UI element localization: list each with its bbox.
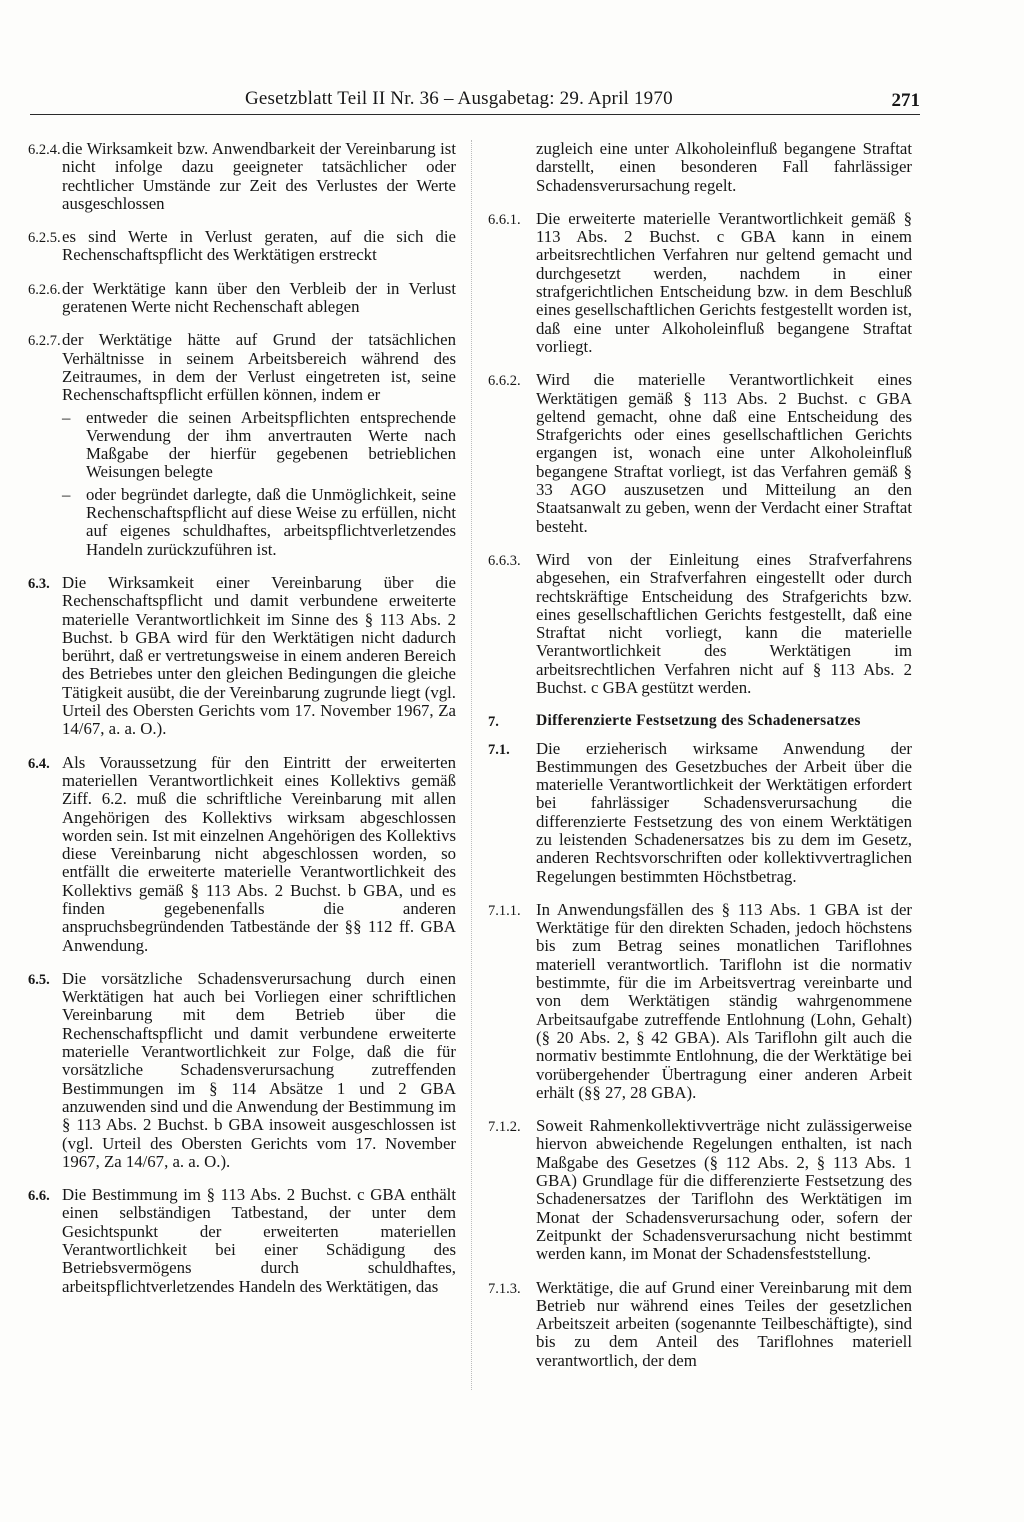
- section-text: Als Voraussetzung für den Eintritt der erweiterten materiellen Verantwortlichkeit eines Kollektivs gemäß Ziff. 6.2. muß die schriftliche Vereinbarung mit allen Angehörigen des Kollektivs wirksam abgeschlossen worden sein. Ist mit einzelnen Angehörigen des Kollektivs diese Vereinbarung nicht abgeschlossen worden, so entfällt die erweiterte materielle Verantwortlichkeit des Kollektivs gemäß § 113 Abs. 2 Buchst. b GBA, und es finden gegebenenfalls die anderen anspruchsbegründenden Tatbestände der §§ 112 ff. GBA Anwendung.: [62, 752, 456, 955]
- section-6-4: [28, 754, 456, 955]
- section-number: 6.6.: [28, 1188, 50, 1205]
- section-number: 6.3.: [28, 575, 50, 592]
- dash-item-text: oder begründet darlegte, daß die Unmöglichkeit, seine Rechenschaftspflicht auf diese Weise zu erfüllen, nicht auf eigenes schuldhaftes, arbeitspflichtverletzendes Handeln zurückzuführen ist.: [86, 484, 456, 559]
- section-text: Die erweiterte materielle Verantwortlichkeit gemäß § 113 Abs. 2 Buchst. c GBA kann in einem arbeitsrechtlichen Verfahren nur geltend gemacht und durchgesetzt werden, nachdem in einer strafgerichtlichen Entscheidung bzw. in dem Beschluß eines gesellschaftlichen Gerichts festgestellt worden ist, daß eine unter Alkoholeinfluß begangene Straftat vorliegt.: [536, 208, 912, 356]
- section-number: 6.5.: [28, 971, 50, 988]
- section-6-2-7: [28, 331, 456, 559]
- section-number: 6.4.: [28, 755, 50, 772]
- section-number-spacer: [488, 140, 536, 195]
- section-6-5: [28, 970, 456, 1171]
- page-number: 271: [891, 90, 920, 111]
- section-number: 6.2.5.: [28, 230, 61, 247]
- section-number: 7.1.: [488, 741, 510, 758]
- page-header: [30, 88, 920, 115]
- section-6-6-1: [488, 210, 912, 356]
- section-6-2-5: [28, 228, 456, 265]
- section-6-3: [28, 574, 456, 739]
- section-text: die Wirksamkeit bzw. Anwendbarkeit der Vereinbarung ist nicht infolge dazu geeigneter tatsächlicher oder rechtlicher Umstände zur Zeit des Verlustes der Werte ausgeschlossen: [62, 139, 456, 213]
- section-body: [62, 331, 456, 559]
- section-6-6: [28, 1186, 456, 1296]
- section-number: 6.6.1.: [488, 211, 521, 228]
- continued-paragraph: [488, 140, 912, 195]
- section-text: Wird die materielle Verantwortlichkeit eines Werktätigen gemäß § 113 Abs. 2 Buchst. c GBA geltend gemacht, ohne daß eine Entscheidung des Strafgerichts oder eines gesellschaftlichen Gerichts ergangen ist, wonach eine unter Alkoholeinfluß begangene Straftat vorliegt, ist das Verfahren gemäß § 33 AGO auszusetzen und Mitteilung an den Staatsanwalt zu geben, wenn der Verdacht einer Straftat besteht.: [536, 370, 912, 536]
- section-text: der Werktätige hätte auf Grund der tatsächlichen Verhältnisse in seinem Arbeitsbereich während des Zeitraumes, in dem der Verlust eingetreten ist, seine Rechenschaftspflicht erfüllen können, indem er: [62, 330, 456, 405]
- section-7-heading: [488, 712, 912, 731]
- section-number: 7.: [488, 714, 499, 731]
- section-text: Die erzieherisch wirksame Anwendung der Bestimmungen des Gesetzbuches der Arbeit über die materielle Verantwortlichkeit der Werktätigen erfordert bei fahrlässiger Schadensverursachung die differenzierte Festsetzung des von einem Werktätigen zu leistenden Schadenersatzes bis zu dem im Gesetz, anderen Rechtsvorschriften oder kollektivvertraglichen Regelungen bestimmten Höchstbetrag.: [536, 738, 912, 886]
- gazette-title: Gesetzblatt Teil II Nr. 36 – Ausgabetag: 29. April 1970: [245, 88, 673, 109]
- section-6-2-6: [28, 280, 456, 317]
- section-text: Die vorsätzliche Schadensverursachung durch einen Werktätigen hat auch bei Vorliegen einer schriftlichen Vereinbarung mit dem Betrieb über die Rechenschaftspflicht und damit verbundene erweiterte materielle Verantwortlichkeit zur Folge, daß die für vorsätzliche Schadensverursachung zutreffenden Bestimmungen im § 114 Absätze 1 und 2 GBA anzuwenden sind und die Anwendung der Bestimmung im § 113 Abs. 2 Buchst. b GBA insoweit ausgeschlossen ist (vgl. Urteil des Obersten Gerichts vom 17. November 1967, Za 14/67, a. a. O.).: [62, 968, 456, 1171]
- section-number: 6.6.2.: [488, 373, 521, 390]
- section-number: 6.2.4.: [28, 142, 61, 158]
- section-7-1-3: [488, 1279, 912, 1370]
- section-text: Die Wirksamkeit einer Vereinbarung über die Rechenschaftspflicht und damit verbundene erweiterte materielle Verantwortlichkeit im Sinne des § 113 Abs. 2 Buchst. b GBA wird für den Werktätigen nicht dadurch berührt, daß er vertretungsweise in einem anderen Bereich des Betriebes unter den gleichen Bedingungen die gleiche Tätigkeit ausübt, die der Vereinbarung zugrunde liegt (vgl. Urteil des Obersten Gerichts vom 17. November 1967, Za 14/67, a. a. O.).: [62, 572, 456, 739]
- left-column: [28, 140, 456, 1311]
- section-number: 6.6.3.: [488, 552, 521, 569]
- section-number: 7.1.1.: [488, 902, 521, 919]
- section-6-2-4: [28, 140, 456, 213]
- column-divider: [471, 140, 472, 1390]
- section-7-1-2: [488, 1117, 912, 1263]
- section-number: 6.2.7.: [28, 333, 61, 350]
- section-number: 7.1.3.: [488, 1280, 521, 1297]
- section-text: es sind Werte in Verlust geraten, auf die sich die Rechenschaftspflicht des Werktätigen erstreckt: [62, 227, 456, 265]
- section-text: Die Bestimmung im § 113 Abs. 2 Buchst. c GBA enthält einen selbständigen Tatbestand, der unter dem Gesichtspunkt der erweiterten materiellen Verantwortlichkeit bei einer Schädigung des Betriebsvermögens durch schuldhaftes, arbeitspflichtverletzendes Handeln des Werktätigen, das: [62, 1185, 456, 1296]
- section-text: Soweit Rahmenkollektivverträge nicht zulässigerweise hiervon abweichende Regelungen enthalten, ist nach Maßgabe des Gesetzes (§ 112 Abs. 2, § 113 Abs. 1 GBA) Grundlage für die differenzierte Festsetzung des Schadenersatzes der Tariflohn des Werktätigen im Monat der Schadensverursachung oder, sofern der Zeitpunkt der Schadensverursachung nicht bestimmt werden kann, im Monat der Schadensfeststellung.: [536, 1116, 912, 1264]
- section-text: der Werktätige kann über den Verbleib der in Verlust geratenen Werte nicht Rechenschaft ablegen: [62, 278, 456, 317]
- section-6-6-3: [488, 551, 912, 697]
- dash-item: [62, 409, 456, 482]
- section-text: Werktätige, die auf Grund einer Vereinbarung mit dem Betrieb nur während eines Teiles der gesetzlichen Arbeitszeit arbeiten (sogenannte Teilbeschäftigte), sind bis zu dem Anteil des Tariflohnes materiell verantwortlich, der dem: [536, 1277, 912, 1370]
- section-text: Wird von der Einleitung eines Strafverfahrens abgesehen, ein Strafverfahren eingestellt oder durch rechtskräftige Entscheidung des Strafgerichts bzw. eines gesellschaftlichen Gerichts festgestellt, daß eine Straftat nicht vorliegt, kann die materielle Verantwortlichkeit des Werktätigen im arbeitsrechtlichen Verfahren nicht auf § 113 Abs. 2 Buchst. c GBA gestützt werden.: [536, 549, 912, 698]
- dash-item-text: entweder die seinen Arbeitspflichten entsprechende Verwendung der ihm anvertrauten Werte nach Maßgabe der hierfür gegebenen betrieblichen Weisungen belegte: [86, 407, 456, 482]
- dash-mark: –: [62, 484, 71, 504]
- section-text: zugleich eine unter Alkoholeinfluß begangene Straftat darstellt, einen besonderen Fall fahrlässiger Schadensverursachung regelt.: [536, 139, 912, 195]
- dash-item: [62, 486, 456, 559]
- right-column: [488, 140, 912, 1385]
- dash-mark: –: [62, 407, 71, 427]
- section-text: In Anwendungsfällen des § 113 Abs. 1 GBA ist der Werktätige für den direkten Schaden, jedoch höchstens bis zum Betrag seines monatlichen Tariflohnes materiell verantwortlich. Tariflohn ist die normativ bestimmte, für die im Arbeitsvertrag vereinbarte und von dem Werktätigen ständig wahrgenommene Arbeitsaufgabe zutreffende Entlohnung (Lohn, Gehalt) (§ 20 Abs. 2, § 42 GBA). Als Tariflohn gilt auch die normativ bestimmte Entlohnung, die der Werktätige bei vorübergehender Übertragung einer anderen Arbeit erhält (§§ 27, 28 GBA).: [536, 899, 912, 1102]
- section-7-1-1: [488, 901, 912, 1102]
- section-6-6-2: [488, 371, 912, 536]
- section-number: 6.2.6.: [28, 281, 61, 298]
- section-number: 7.1.2.: [488, 1119, 521, 1136]
- section-7-1: [488, 740, 912, 886]
- section-heading: Differenzierte Festsetzung des Schadenersatzes: [536, 712, 861, 730]
